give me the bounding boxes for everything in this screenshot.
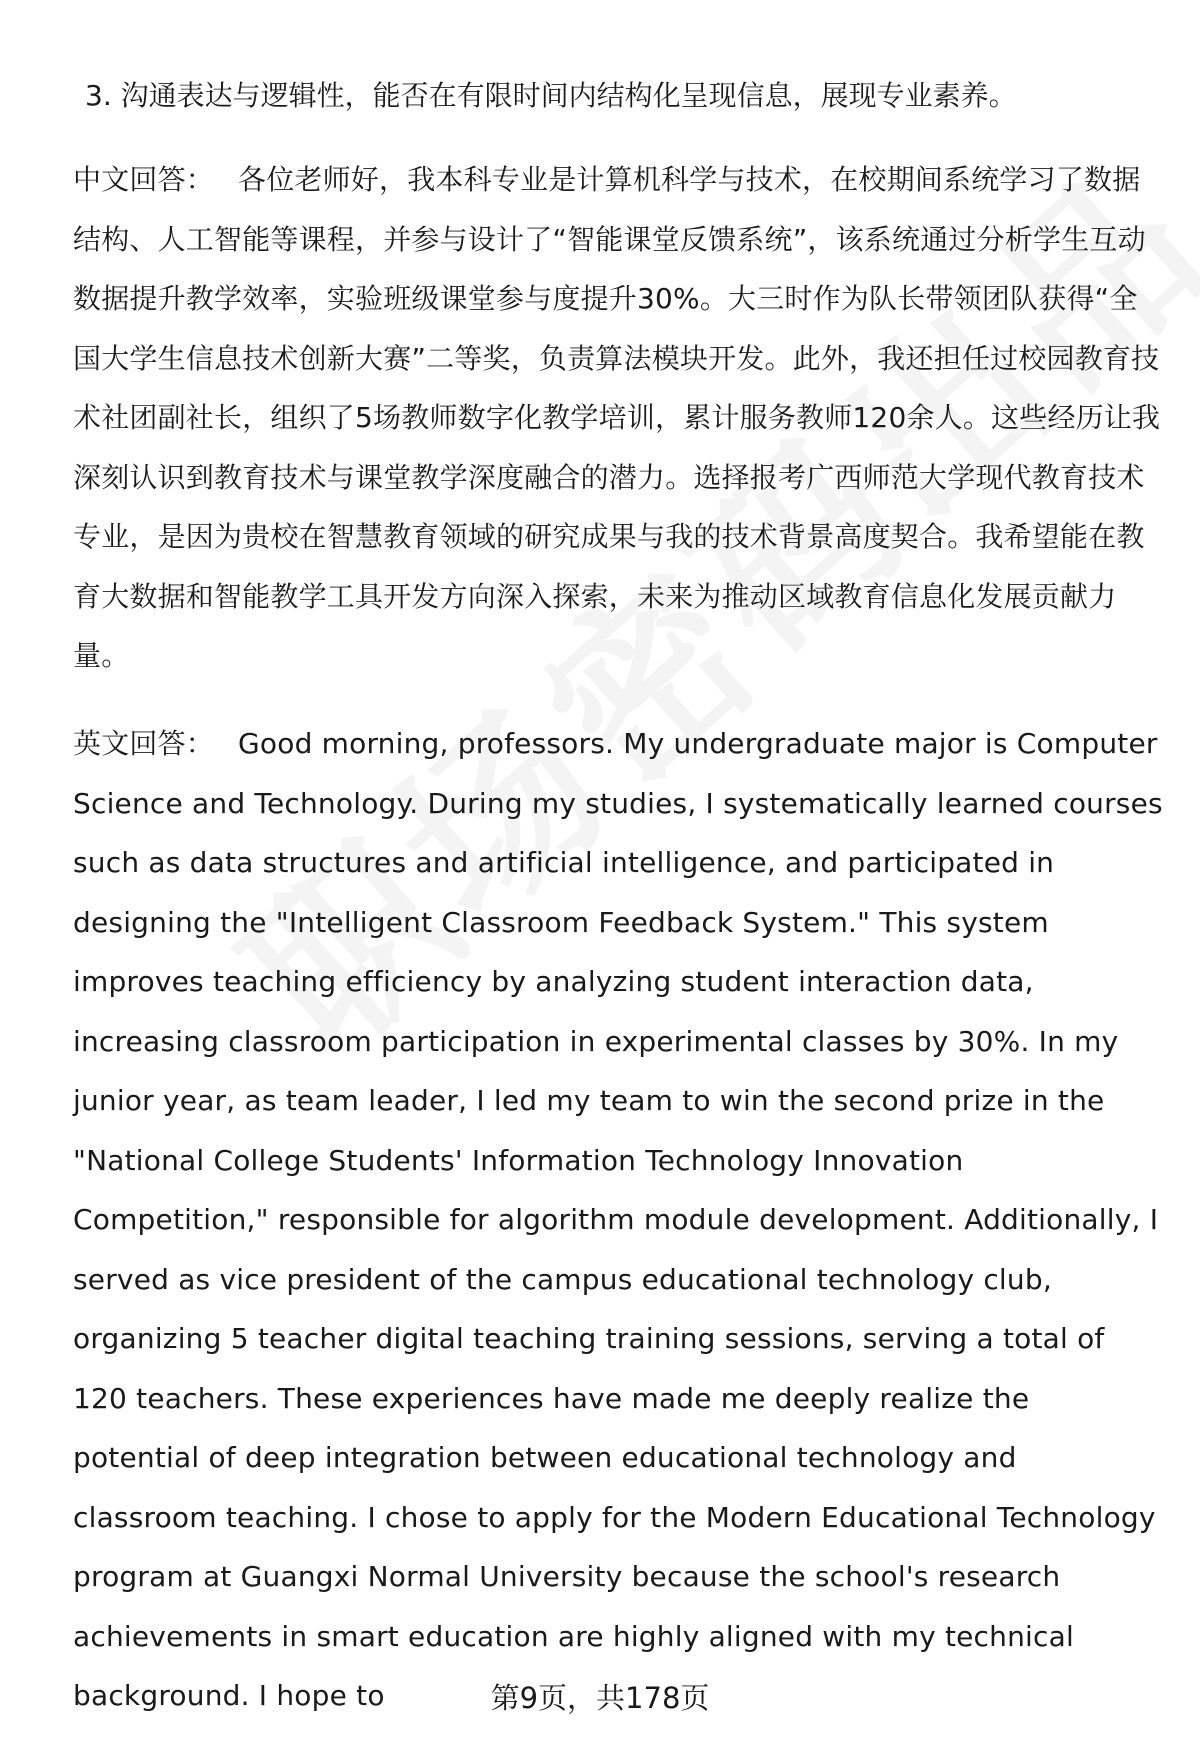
evaluation-criterion [85, 66, 1017, 126]
chinese-answer-text: 各位老师好，我本科专业是计算机科学与技术，在校期间系统学习了数据结构、人工智能等课程，并参与设计了“智能课堂反馈系统”，该系统通过分析学生互动数据提升教学效率，实验班级课堂参与度提升30%。大三时作为队长带领团队获得“全国大学生信息技术创新大赛”二等奖，负责算法模块开发。此外，我还担任过校园教育技术社团副社长，组织了5场教师数字化教学培训，累计服务教师120余人。这些经历让我深刻认识到教育技术与课堂教学深度融合的潜力。选择报考广西师范大学现代教育技术专业，是因为贵校在智慧教育领域的研究成果与我的技术背景高度契合。我希望能在教育大数据和智能教学工具开发方向深入探索，未来为推动区域教育信息化发展贡献力量。 [73, 163, 1161, 672]
english-answer-text: Good morning, professors. My undergraduate major is Computer Science and Technology. During my studies, I systematically learned courses such as data structures and artificial intelligence, and participated in designing the "Intelligent Classroom Feedback System." This system improves teaching efficiency by analyzing student interaction data, increasing classroom participation in experimental classes by 30%. In my junior year, as team leader, I led my team to win the second prize in the "National College Students' Information Technology Innovation Competition," responsible for algorithm module development. Additionally, I served as vice president of the campus educational technology club, organizing 5 teacher digital teaching training sessions, serving a total of 120 teachers. These experiences have made me deeply realize the potential of deep integration between educational technology and classroom teaching. I chose to apply for the Modern Educational Technology program at Guangxi Normal University because the school's research achievements in smart education are highly aligned with my technical background. I hope to [73, 727, 1163, 1712]
chinese-answer-label: 中文回答： [73, 163, 215, 196]
chinese-answer-paragraph [73, 150, 1163, 686]
english-answer-paragraph [73, 714, 1163, 1726]
page-footer [0, 1668, 1200, 1728]
criterion-text: 沟通表达与逻辑性，能否在有限时间内结构化呈现信息，展现专业素养。 [120, 79, 1017, 112]
english-answer-label: 英文回答： [73, 727, 215, 760]
page-indicator: 第9页，共178页 [490, 1681, 710, 1715]
criterion-number: 3. [85, 79, 112, 112]
